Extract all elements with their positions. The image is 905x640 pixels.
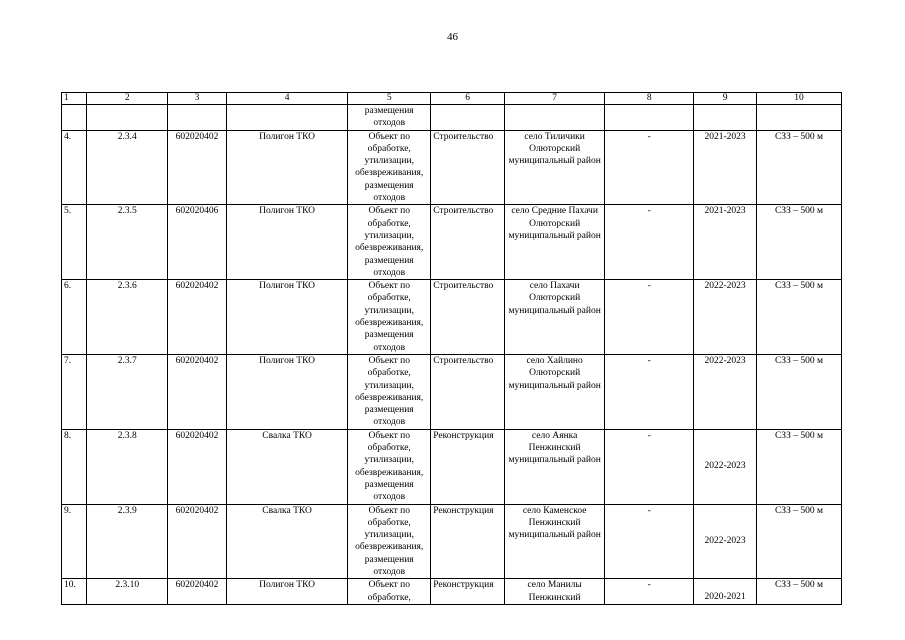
header-cell: 3 xyxy=(168,93,227,105)
header-cell: 2 xyxy=(87,93,168,105)
header-cell: 5 xyxy=(348,93,431,105)
table-row xyxy=(62,354,842,429)
purpose-cell: Объект по обработке, утилизации, обезвреживания, размещения отходов xyxy=(348,354,431,429)
location-cell: село Манилы Пенжинский xyxy=(505,579,605,605)
work-type: Строительство xyxy=(431,280,505,355)
object-name: Полигон ТКО xyxy=(226,130,347,205)
location-cell: село Аянка Пенжинский муниципальный район xyxy=(505,429,605,504)
purpose-cell: Объект по обработке, утилизации, обезвреживания, размещения отходов xyxy=(348,504,431,579)
object-name: Полигон ТКО xyxy=(226,354,347,429)
object-code: 2.3.8 xyxy=(87,429,168,504)
object-name: Свалка ТКО xyxy=(226,429,347,504)
header-cell: 9 xyxy=(694,93,757,105)
header-cell: 10 xyxy=(756,93,841,105)
col8-cell: - xyxy=(605,429,694,504)
class-code: 602020402 xyxy=(168,130,227,205)
zone-cell: СЗЗ – 500 м xyxy=(756,354,841,429)
page-number: 46 xyxy=(447,31,458,43)
row-number: 5. xyxy=(62,205,87,280)
purpose-cell: Объект по обработке, утилизации, обезвреживания, размещения отходов xyxy=(348,280,431,355)
table-row xyxy=(62,280,842,355)
table-row xyxy=(62,130,842,205)
table-row xyxy=(62,205,842,280)
period-cell: 2022-2023 xyxy=(694,354,757,429)
table-row xyxy=(62,429,842,504)
objects-table xyxy=(61,92,842,605)
row-number: 9. xyxy=(62,504,87,579)
col8-cell: - xyxy=(605,354,694,429)
class-code: 602020402 xyxy=(168,280,227,355)
zone-cell: СЗЗ – 500 м xyxy=(756,429,841,504)
header-cell: 4 xyxy=(226,93,347,105)
class-code: 602020402 xyxy=(168,354,227,429)
object-name: Полигон ТКО xyxy=(226,579,347,605)
location-cell: село Каменское Пенжинский муниципальный район xyxy=(505,504,605,579)
work-type: Строительство xyxy=(431,354,505,429)
col8-cell: - xyxy=(605,579,694,605)
row-number: 10. xyxy=(62,579,87,605)
row-number: 8. xyxy=(62,429,87,504)
continuation-row xyxy=(62,105,842,131)
zone-cell: СЗЗ – 500 м xyxy=(756,130,841,205)
col8-cell: - xyxy=(605,280,694,355)
zone-cell: СЗЗ – 500 м xyxy=(756,579,841,605)
col8-cell: - xyxy=(605,504,694,579)
object-code: 2.3.5 xyxy=(87,205,168,280)
period-cell: 2022-2023 xyxy=(694,429,757,504)
header-cell: 8 xyxy=(605,93,694,105)
table-row xyxy=(62,579,842,605)
object-code: 2.3.9 xyxy=(87,504,168,579)
zone-cell: СЗЗ – 500 м xyxy=(756,205,841,280)
purpose-cell: Объект по обработке, утилизации, обезвреживания, размещения отходов xyxy=(348,130,431,205)
class-code: 602020402 xyxy=(168,429,227,504)
object-code: 2.3.10 xyxy=(87,579,168,605)
location-cell: село Пахачи Олюторский муниципальный район xyxy=(505,280,605,355)
col8-cell: - xyxy=(605,130,694,205)
table-row xyxy=(62,504,842,579)
row-number: 7. xyxy=(62,354,87,429)
class-code: 602020406 xyxy=(168,205,227,280)
work-type: Реконструкция xyxy=(431,504,505,579)
location-cell: село Средние Пахачи Олюторский муниципальный район xyxy=(505,205,605,280)
header-row xyxy=(62,93,842,105)
object-code: 2.3.7 xyxy=(87,354,168,429)
work-type: Реконструкция xyxy=(431,579,505,605)
object-code: 2.3.4 xyxy=(87,130,168,205)
location-cell: село Хайлино Олюторский муниципальный район xyxy=(505,354,605,429)
header-cell: 7 xyxy=(505,93,605,105)
header-cell: 1 xyxy=(62,93,87,105)
zone-cell: СЗЗ – 500 м xyxy=(756,504,841,579)
purpose-cell: Объект по обработке, утилизации, обезвреживания, размещения отходов xyxy=(348,205,431,280)
row-number: 6. xyxy=(62,280,87,355)
location-cell: село Тиличики Олюторский муниципальный район xyxy=(505,130,605,205)
period-cell: 2021-2023 xyxy=(694,205,757,280)
period-cell: 2020-2021 xyxy=(694,579,757,605)
period-cell: 2022-2023 xyxy=(694,280,757,355)
object-name: Полигон ТКО xyxy=(226,280,347,355)
object-code: 2.3.6 xyxy=(87,280,168,355)
work-type: Реконструкция xyxy=(431,429,505,504)
col8-cell: - xyxy=(605,205,694,280)
purpose-cell: размещения отходов xyxy=(348,105,431,131)
purpose-cell: Объект по обработке, xyxy=(348,579,431,605)
period-cell: 2022-2023 xyxy=(694,504,757,579)
object-name: Свалка ТКО xyxy=(226,504,347,579)
class-code: 602020402 xyxy=(168,579,227,605)
object-name: Полигон ТКО xyxy=(226,205,347,280)
zone-cell: СЗЗ – 500 м xyxy=(756,280,841,355)
work-type: Строительство xyxy=(431,205,505,280)
period-cell: 2021-2023 xyxy=(694,130,757,205)
work-type: Строительство xyxy=(431,130,505,205)
row-number: 4. xyxy=(62,130,87,205)
purpose-cell: Объект по обработке, утилизации, обезвреживания, размещения отходов xyxy=(348,429,431,504)
header-cell: 6 xyxy=(431,93,505,105)
class-code: 602020402 xyxy=(168,504,227,579)
